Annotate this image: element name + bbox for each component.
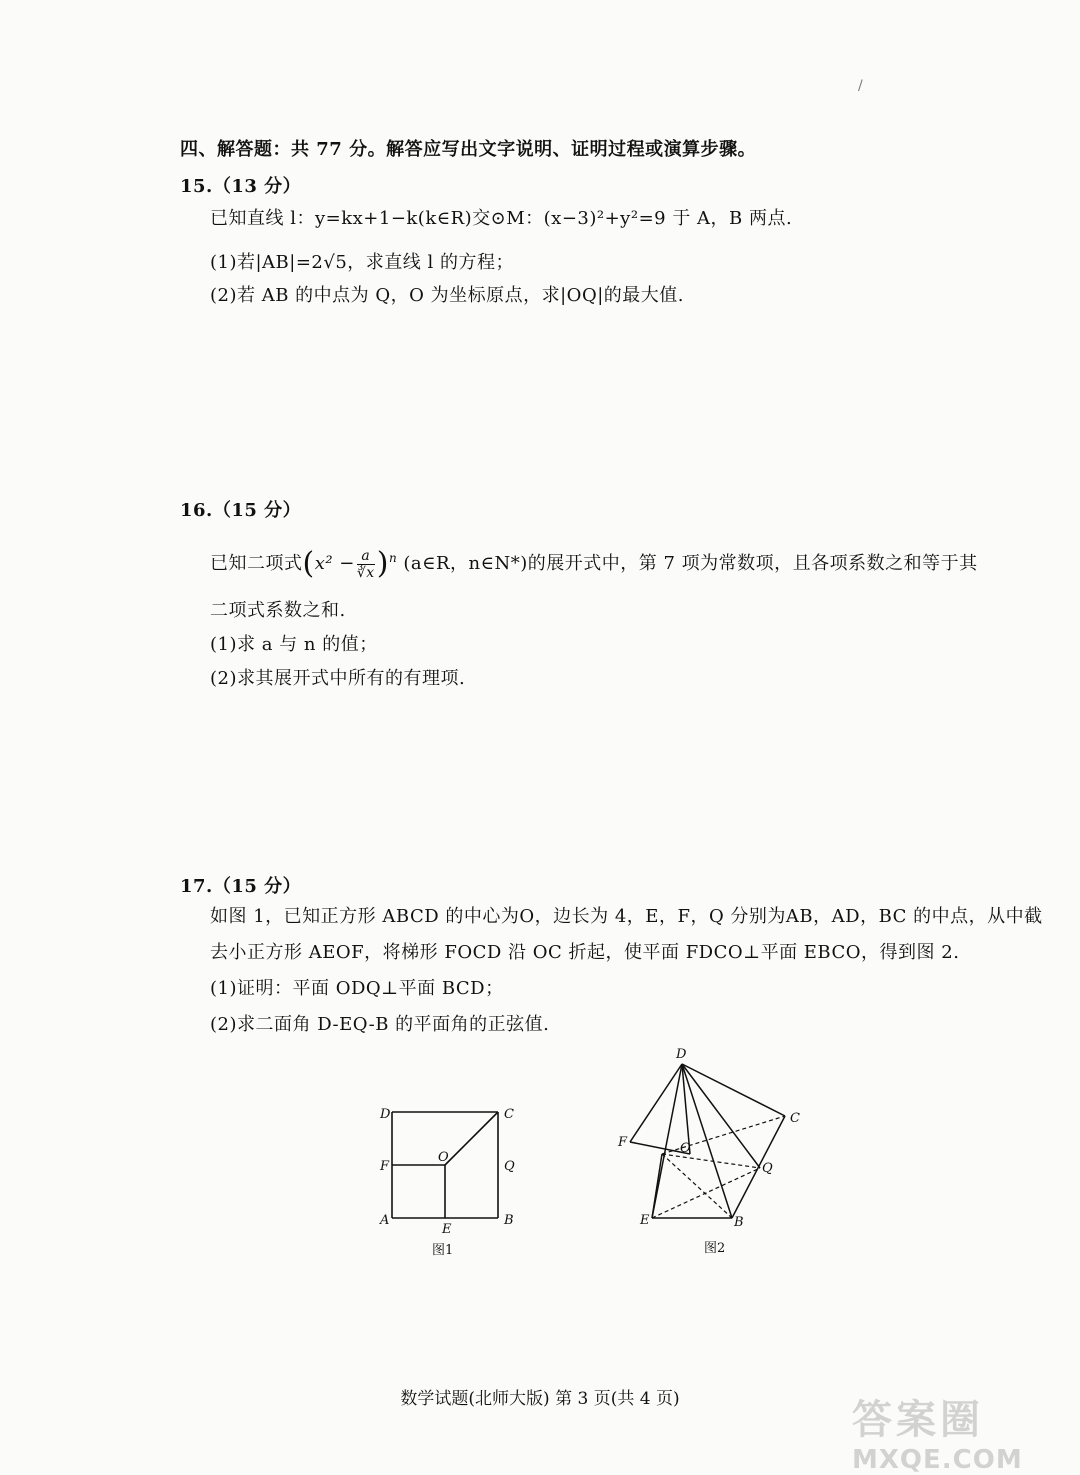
q16-stem (210, 538, 978, 584)
watermark-bottom: MXQE.COM (852, 1445, 1023, 1475)
q16-part2: (2)求其展开式中所有的有理项. (210, 668, 466, 689)
close-paren: ) (376, 546, 389, 581)
edge-OE-side (652, 1154, 662, 1218)
q15-stem: 已知直线 l：y=kx+1−k(k∈R)交⊙M：(x−3)²+y²=9 于 A，B 两点. (210, 208, 793, 229)
fig1-label-Q: Q (504, 1159, 515, 1174)
q15-heading: 15.（13 分） (180, 176, 302, 197)
q16-stem-cont: 二项式系数之和. (210, 600, 346, 621)
q16-heading: 16.（15 分） (180, 500, 302, 521)
fig2-caption: 图2 (704, 1241, 726, 1256)
q15-part1: (1)若|AB|=2√5，求直线 l 的方程； (210, 252, 515, 273)
q16-stem-post: (a∈R，n∈N*)的展开式中，第 7 项为常数项，且各项系数之和等于其 (403, 553, 978, 574)
q16-fraction (357, 548, 375, 581)
edge-DQ (682, 1064, 760, 1168)
fig1-label-C: C (504, 1107, 514, 1122)
figure-1 (370, 1100, 530, 1260)
fig2-label-E: E (640, 1213, 650, 1228)
watermark-logo (852, 1388, 1052, 1475)
fraction-denominator: ∛x (356, 564, 375, 581)
dashed-EQ (652, 1168, 760, 1218)
page-footer: 数学试题(北师大版) 第 3 页(共 4 页) (400, 1389, 680, 1409)
fraction-numerator: a (357, 548, 375, 565)
fig1-label-B: B (504, 1213, 514, 1228)
fig2-label-Q: Q (762, 1161, 773, 1176)
edge-DC (682, 1064, 785, 1116)
scan-mark: / (858, 78, 863, 94)
fig2-label-C: C (790, 1111, 800, 1126)
section-header: 四、解答题：共 77 分。解答应写出文字说明、证明过程或演算步骤。 (180, 139, 757, 160)
q17-part2: (2)求二面角 D-EQ-B 的平面角的正弦值. (210, 1014, 550, 1035)
fig2-label-D: D (676, 1047, 687, 1062)
q17-stem-line1: 如图 1，已知正方形 ABCD 的中心为O，边长为 4，E，F，Q 分别为AB，AD，BC 的中点，从中截 (210, 906, 1043, 927)
q16-exponent: n (388, 551, 398, 565)
q16-stem-pre: 已知二项式 (210, 553, 303, 574)
dashed-OQ (662, 1154, 760, 1168)
fig1-label-D: D (380, 1107, 391, 1122)
edge-CB (732, 1116, 785, 1218)
fig1-label-O: O (438, 1150, 449, 1165)
fig1-caption: 图1 (432, 1243, 454, 1258)
fig2-label-O: O (680, 1141, 691, 1156)
q17-stem-line2: 去小正方形 AEOF，将梯形 FOCD 沿 OC 折起，使平面 FDCO⊥平面 EBCO，得到图 2. (210, 942, 960, 963)
q16-expr-base: x² − (314, 553, 355, 574)
q15-part2: (2)若 AB 的中点为 Q，O 为坐标原点，求|OQ|的最大值. (210, 285, 684, 306)
watermark-top: 答案圈 (852, 1397, 984, 1443)
fig2-label-B: B (734, 1215, 744, 1230)
q17-heading: 17.（15 分） (180, 876, 302, 897)
fig1-label-A: A (380, 1213, 390, 1228)
fig1-label-E: E (442, 1222, 452, 1237)
q17-part1: (1)证明：平面 ODQ⊥平面 BCD； (210, 978, 504, 999)
fig2-label-F: F (618, 1135, 628, 1150)
figure-2 (610, 1042, 810, 1262)
edge-OC (445, 1112, 498, 1165)
q16-part1: (1)求 a 与 n 的值； (210, 634, 378, 655)
open-paren: ( (302, 546, 315, 581)
fig1-label-F: F (380, 1159, 390, 1174)
